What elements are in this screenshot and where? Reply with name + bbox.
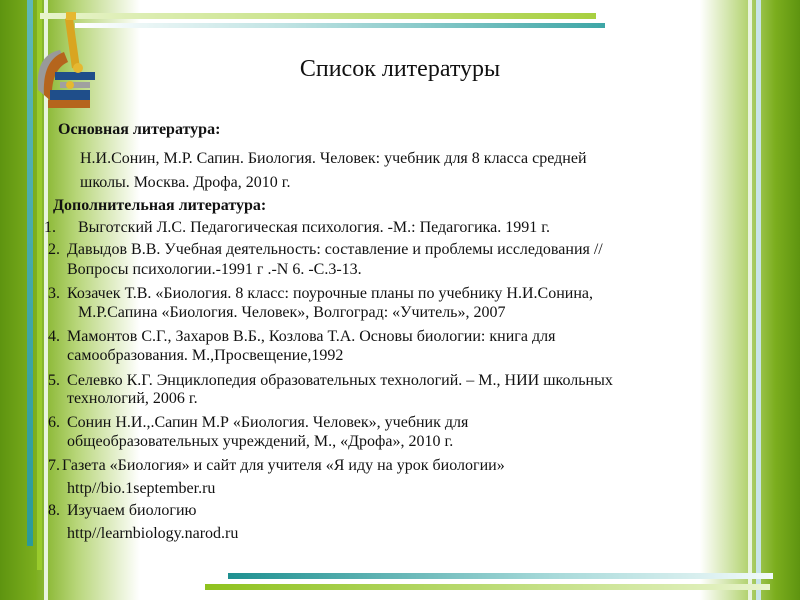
decor-line (228, 573, 773, 579)
main-reference-line: школы. Москва. Дрофа, 2010 г. (80, 174, 291, 191)
slide-title: Список литературы (299, 56, 501, 82)
ref-line: Сонин Н.И.,.Сапин М.Р «Биология. Человек», учебник для (67, 414, 469, 431)
ref-line: Мамонтов С.Г., Захаров В.Б., Козлова Т.А. Основы биологии: книга для (67, 328, 556, 345)
ref-link[interactable]: http//learnbiology.narod.ru (67, 525, 239, 542)
ref-number: 6. (48, 414, 60, 431)
ref-line: Вопросы психологии.-1991 г .-N 6. -С.3-13. (67, 261, 362, 278)
decor-line (756, 0, 761, 600)
ref-number: 2. (48, 241, 60, 258)
ref-number: 4. (48, 328, 60, 345)
ref-line: общеобразовательных учреждений, М., «Дрофа», 2010 г. (67, 433, 454, 450)
main-reference-line: Н.И.Сонин, М.Р. Сапин. Биология. Человек: учебник для 8 класса средней (80, 150, 587, 167)
extra-literature-heading: Дополнительная литература: (53, 197, 267, 214)
decor-line (205, 584, 770, 590)
ref-line: Козачек Т.В. «Биология. 8 класс: поурочные планы по учебнику Н.И.Сонина, (67, 285, 593, 302)
decor-line (748, 0, 752, 600)
ref-number: 8. (48, 502, 60, 519)
ref-number: 5. (48, 372, 60, 389)
ref-line: Выготский Л.С. Педагогическая психология. -М.: Педагогика. 1991 г. (78, 219, 550, 236)
ref-number: 3. (48, 285, 60, 302)
main-literature-heading: Основная литература: (58, 121, 221, 138)
ref-line: Газета «Биология» и сайт для учителя «Я иду на урок биологии» (62, 457, 505, 474)
ref-line: самообразования. М.,Просвещение,1992 (67, 347, 344, 364)
ref-link[interactable]: http//bio.1september.ru (67, 480, 216, 497)
ref-line: Изучаем биологию (67, 502, 197, 519)
ref-line: Давыдов В.В. Учебная деятельность: составление и проблемы исследования // (67, 241, 603, 258)
ref-number: 7. (48, 457, 60, 474)
ref-line: М.Р.Сапина «Биология. Человек», Волгоград: «Учитель», 2007 (78, 304, 506, 321)
decor-line (75, 23, 605, 28)
decor-line (40, 13, 596, 19)
ref-line: Селевко К.Г. Энциклопедия образовательных технологий. – М., НИИ школьных (67, 372, 613, 389)
ref-line: технологий, 2006 г. (67, 390, 198, 407)
ref-number: 1. (44, 219, 56, 236)
